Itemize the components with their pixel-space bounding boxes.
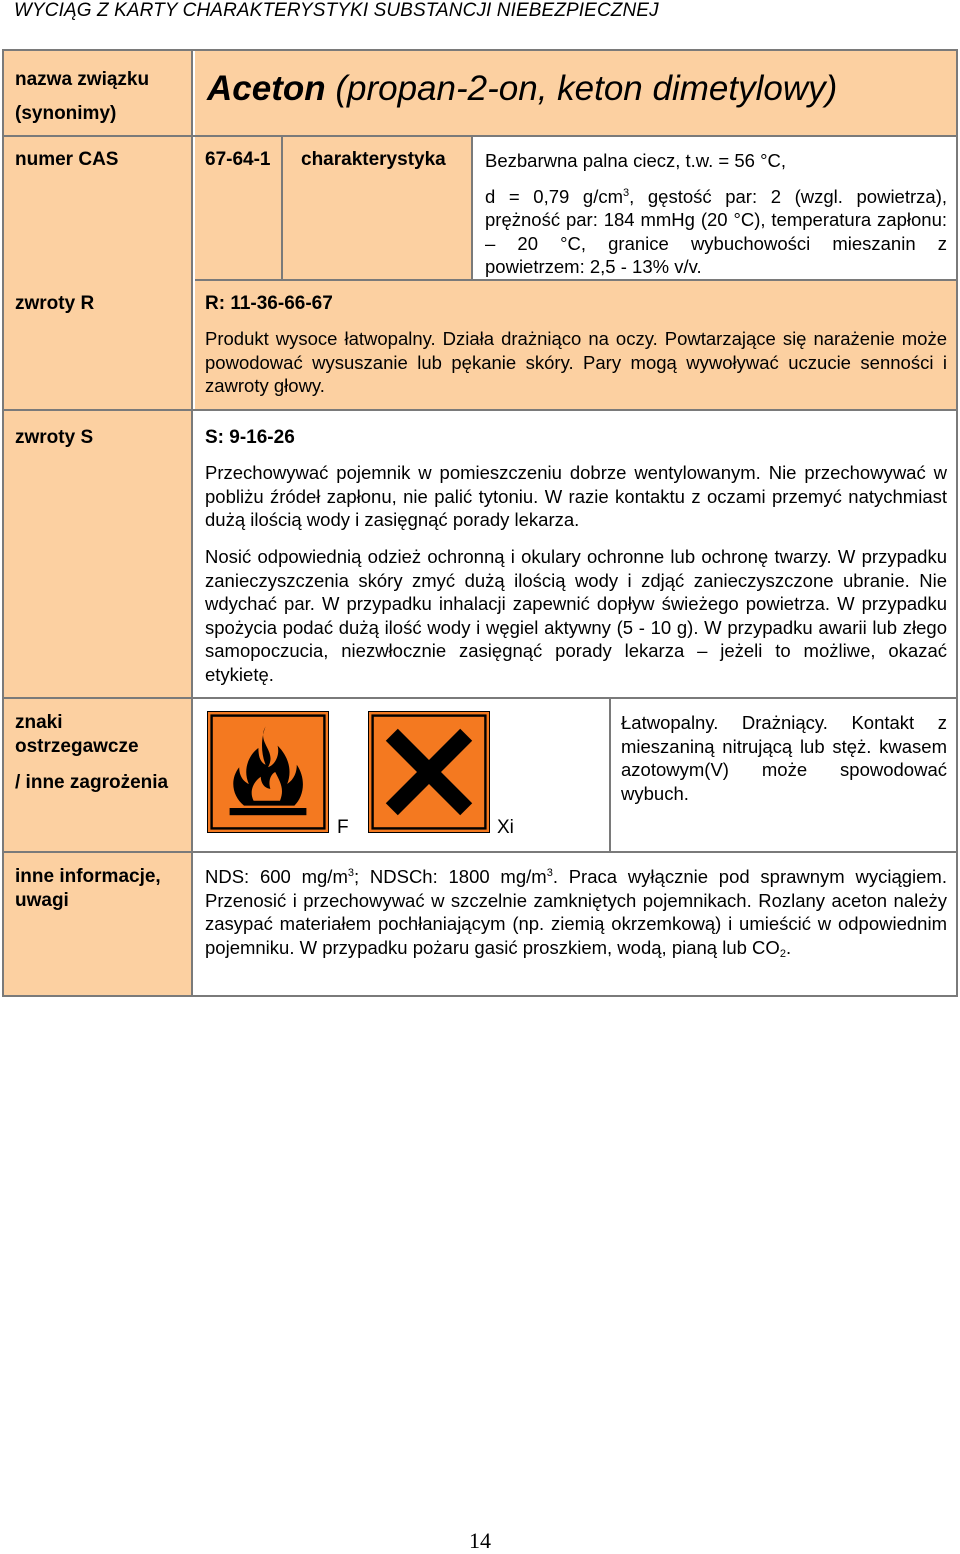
flame-icon (207, 711, 329, 833)
symbol-code-f: F (337, 817, 349, 838)
info-label-line2: uwagi (15, 890, 69, 911)
hazard-label-line3: / inne zagrożenia (15, 772, 169, 793)
compound-synonyms: (propan-2-on, keton dimetylowy) (325, 69, 838, 108)
s-cell (195, 411, 958, 699)
r-label: zwroty R (15, 293, 95, 314)
density-text: d = 0,79 g/cm (485, 185, 623, 207)
ndsch-text: ; NDSCh: 1800 mg/m (353, 866, 547, 887)
pictograms-cell (195, 699, 609, 851)
table-bottom-border (2, 995, 958, 997)
cas-r-block (2, 137, 958, 411)
characteristics-label: charakterystyka (301, 149, 446, 170)
hazard-label-line2: ostrzegawcze (15, 736, 139, 757)
hazard-label-line1: znaki (15, 712, 63, 733)
info-end: . (785, 936, 792, 958)
nds-superscript: 3 (347, 867, 354, 879)
compound-name-main: Aceton (207, 69, 326, 108)
characteristics-rest: , gęstość par: 2 (wzgl. powietrza), prężność par: 184 mmHg (20 °C), temperatura zapłonu: – 20 °C, granice wybuchowości mieszanin z powietrzem: 2,5 - 13% v/v. (485, 185, 947, 277)
cas-label: numer CAS (15, 149, 119, 170)
info-label-line1: inne informacje, (15, 866, 161, 887)
characteristics-text (485, 149, 947, 279)
s-code: S: 9-16-26 (205, 427, 295, 448)
table-right-border (956, 49, 958, 997)
nds-text: NDS: 600 mg/m (205, 866, 348, 887)
compound-name (207, 69, 837, 109)
name-cell (195, 51, 958, 135)
name-label-line1: nazwa związku (15, 69, 150, 90)
cross-icon (368, 711, 490, 833)
hazard-row (2, 699, 958, 853)
s-text-1: Przechowywać pojemnik w pomieszczeniu dobrze wentylowanym. Nie przechowywać w pobliżu źródeł zapłonu, nie palić tytoniu. W razie kontaktu z oczami przemyć natychmiast dużą ilością wody i zasięgnąć porady lekarza. (205, 462, 947, 530)
cas-number: 67-64-1 (205, 149, 271, 170)
s-label-cell (2, 411, 193, 699)
density-superscript: 3 (623, 186, 630, 199)
name-row (2, 51, 958, 137)
cell-divider (609, 699, 611, 851)
co2-subscript: 2 (779, 947, 786, 960)
cas-r-label-column (2, 137, 193, 411)
r-text: Produkt wysoce łatwopalny. Działa drażniąco na oczy. Powtarzające się narażenie może powodować wysuszanie lub pękanie skóry. Pary mogą wywoływać uczucie senności i zawroty głowy. (205, 328, 947, 396)
cell-divider (471, 137, 473, 279)
ndsch-superscript: 3 (546, 867, 553, 879)
page-header: WYCIĄG Z KARTY CHARAKTERYSTYKI SUBSTANCJI NIEBEZPIECZNEJ (14, 0, 659, 21)
page-number: 14 (469, 1528, 491, 1553)
characteristics-line1: Bezbarwna palna ciecz, t.w. = 56 °C, (485, 150, 786, 171)
info-row (2, 853, 958, 997)
symbol-code-xi: Xi (497, 817, 514, 838)
info-main-text: . Praca wyłącznie pod sprawnym wyciągiem. Przenosić i przechowywać w szczelnie zamkniętych pojemnikach. Rozlany aceton należy zasypać materiałem pochłaniającym (np. ziemią okrzemkową) i umieścić w odpowiednim pojemniku. W przypadku pożaru gasić proszkiem, wodą, pianą lub CO (205, 866, 947, 958)
r-code: R: 11-36-66-67 (205, 293, 333, 314)
r-cell (195, 281, 958, 411)
hazard-label (15, 711, 168, 795)
hazard-label-cell (2, 699, 193, 853)
s-label: zwroty S (15, 427, 94, 448)
info-text (205, 865, 947, 959)
name-label (2, 51, 193, 135)
cas-number-cell (195, 137, 281, 279)
name-label-line2: (synonimy) (15, 103, 117, 124)
s-text-2: Nosić odpowiednią odzież ochronną i okulary ochronne lub ochronę twarzy. W przypadku zanieczyszczenia skóry zmyć dużą ilością wody i zdjąć zanieczyszczone ubranie. Nie wdychać par. W przypadku inhalacji zapewnić dopływ świeżego powietrza. W przypadku spożycia podać dużą ilość wody i węgiel aktywny (5 - 10 g). W przypadku awarii lub złego samopoczucia, niezwłocznie zasięgnąć porady lekarza – jeżeli to możliwe, okazać etykietę. (205, 546, 947, 685)
hazard-text: Łatwopalny. Drażniący. Kontakt z mieszaniną nitrującą lub stęż. kwasem azotowym(V) może spowodować wybuch. (621, 712, 947, 804)
table-left-border (2, 49, 4, 997)
info-label (15, 865, 161, 913)
s-row (2, 411, 958, 699)
characteristics-details (485, 185, 947, 279)
info-label-cell (2, 853, 193, 997)
characteristics-label-cell (283, 137, 471, 279)
